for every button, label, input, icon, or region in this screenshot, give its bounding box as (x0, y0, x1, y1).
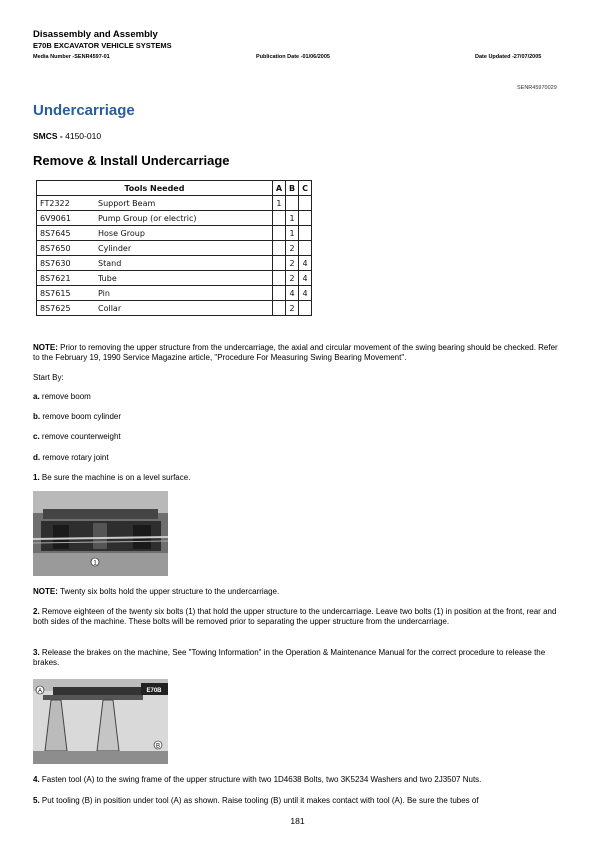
step-label: 3. (33, 648, 40, 657)
note-swing-bearing (33, 343, 563, 363)
page-number: 181 (290, 816, 305, 826)
step-text: Fasten tool (A) to the swing frame of the upper structure with two 1D4638 Bolts, two 3K5234 Washers and two 2J3507 Nuts. (41, 775, 482, 784)
part-number-cell: 8S7650 (37, 241, 96, 256)
tools-table-row (37, 241, 312, 256)
tools-table (36, 180, 312, 316)
step-label: 4. (33, 775, 40, 784)
part-number-cell: 8S7645 (37, 226, 96, 241)
qty-c-cell (299, 211, 312, 226)
tools-table-title: Tools Needed (37, 181, 273, 196)
qty-b-cell: 1 (286, 211, 299, 226)
description-cell: Pump Group (or electric) (95, 211, 272, 226)
qty-c-cell: 4 (299, 271, 312, 286)
tools-table-row (37, 256, 312, 271)
qty-b-cell: 4 (286, 286, 299, 301)
part-number-cell: FT2322 (37, 196, 96, 211)
description-cell: Pin (95, 286, 272, 301)
part-number-cell: 8S7625 (37, 301, 96, 316)
date-updated: Date Updated -27/07/2005 (475, 54, 542, 60)
media-number: Media Number -SENR4597-01 (33, 54, 110, 60)
doc-title: Disassembly and Assembly (33, 29, 158, 40)
part-number-cell: 6V9061 (37, 211, 96, 226)
photo-tooling-stands (33, 679, 168, 764)
step-label: b. (33, 412, 41, 421)
qty-a-cell (272, 211, 285, 226)
step-text: Be sure the machine is on a level surface. (41, 473, 191, 482)
photo-illustration (33, 491, 168, 576)
note-twenty-six-bolts (33, 587, 563, 597)
step-text: remove boom cylinder (42, 412, 122, 421)
step-text: remove counterweight (41, 432, 121, 441)
section-title: Undercarriage (33, 102, 135, 119)
col-a-header: A (272, 181, 285, 196)
description-cell: Hose Group (95, 226, 272, 241)
description-cell: Support Beam (95, 196, 272, 211)
document-id: SENR45970029 (517, 85, 557, 91)
callout-b: B (155, 743, 161, 750)
callout-1: 1 (93, 560, 97, 567)
qty-a-cell (272, 301, 285, 316)
qty-a-cell (272, 271, 285, 286)
col-b-header: B (286, 181, 299, 196)
qty-c-cell (299, 241, 312, 256)
part-number-cell: 8S7621 (37, 271, 96, 286)
part-number-cell: 8S7630 (37, 256, 96, 271)
photo-upper-structure-bolts (33, 491, 168, 576)
description-cell: Tube (95, 271, 272, 286)
tools-table-row (37, 196, 312, 211)
qty-a-cell (272, 286, 285, 301)
qty-b-cell: 1 (286, 226, 299, 241)
step-text: remove rotary joint (42, 453, 109, 462)
start-by: Start By: (33, 373, 64, 382)
qty-a-cell (272, 241, 285, 256)
qty-c-cell: 4 (299, 286, 312, 301)
step-3 (33, 648, 563, 668)
doc-subtitle: E70B EXCAVATOR VEHICLE SYSTEMS (33, 41, 172, 50)
description-cell: Collar (95, 301, 272, 316)
step-label: 5. (33, 796, 40, 805)
tools-table-row (37, 271, 312, 286)
step-4 (33, 775, 563, 785)
tools-table-row (37, 211, 312, 226)
note-label: NOTE: (33, 587, 58, 596)
qty-b-cell: 2 (286, 256, 299, 271)
step-text: remove boom (41, 392, 91, 401)
step-label: 2. (33, 607, 40, 616)
step-a (33, 392, 563, 402)
description-cell: Cylinder (95, 241, 272, 256)
tools-table-image (36, 180, 312, 323)
qty-b-cell: 2 (286, 241, 299, 256)
page-heading: Remove & Install Undercarriage (33, 153, 230, 168)
step-1 (33, 473, 563, 483)
qty-b-cell: 2 (286, 271, 299, 286)
qty-c-cell (299, 226, 312, 241)
step-label: 1. (33, 473, 40, 482)
step-label: a. (33, 392, 40, 401)
step-text: Remove eighteen of the twenty six bolts (1) that hold the upper structure to the undercarriage. Leave two bolts (1) in position at the front, rear and both sides of the machine. These bolts will be removed prior to separating the upper structure from the undercarriage. (33, 607, 557, 626)
step-2 (33, 607, 563, 627)
tools-table-header (37, 181, 312, 196)
step-c (33, 432, 563, 442)
qty-b-cell: 2 (286, 301, 299, 316)
note-label: NOTE: (33, 343, 58, 352)
qty-c-cell (299, 196, 312, 211)
qty-c-cell (299, 301, 312, 316)
smcs-code: 4150-010 (65, 131, 102, 141)
qty-a-cell (272, 226, 285, 241)
step-text: Release the brakes on the machine, See "Towing Information" in the Operation & Maintenance Manual for the correct procedure to release the brakes. (33, 648, 546, 667)
callout-a: A (37, 688, 43, 695)
model-badge: E70B (146, 688, 162, 694)
step-label: d. (33, 453, 41, 462)
qty-a-cell (272, 256, 285, 271)
tools-table-row (37, 226, 312, 241)
step-label: c. (33, 432, 40, 441)
description-cell: Stand (95, 256, 272, 271)
tools-table-row (37, 301, 312, 316)
col-c-header: C (299, 181, 312, 196)
qty-c-cell: 4 (299, 256, 312, 271)
step-5 (33, 796, 563, 806)
tools-table-row (37, 286, 312, 301)
step-b (33, 412, 563, 422)
step-d (33, 453, 563, 463)
part-number-cell: 8S7615 (37, 286, 96, 301)
qty-b-cell (286, 196, 299, 211)
qty-a-cell: 1 (272, 196, 285, 211)
smcs-line (33, 131, 101, 141)
publication-date: Publication Date -01/06/2005 (256, 54, 330, 60)
note-text: Prior to removing the upper structure from the undercarriage, the axial and circular movement of the swing bearing should be checked. Refer to the February 19, 1990 Service Magazine article, "Procedure For Measuring Swing Bearing Movement". (33, 343, 558, 362)
note-text: Twenty six bolts hold the upper structure to the undercarriage. (59, 587, 280, 596)
step-text: Put tooling (B) in position under tool (A) as shown. Raise tooling (B) until it makes contact with tool (A). Be sure the tubes of (41, 796, 479, 805)
smcs-label: SMCS - (33, 131, 63, 141)
photo-illustration (33, 679, 168, 764)
